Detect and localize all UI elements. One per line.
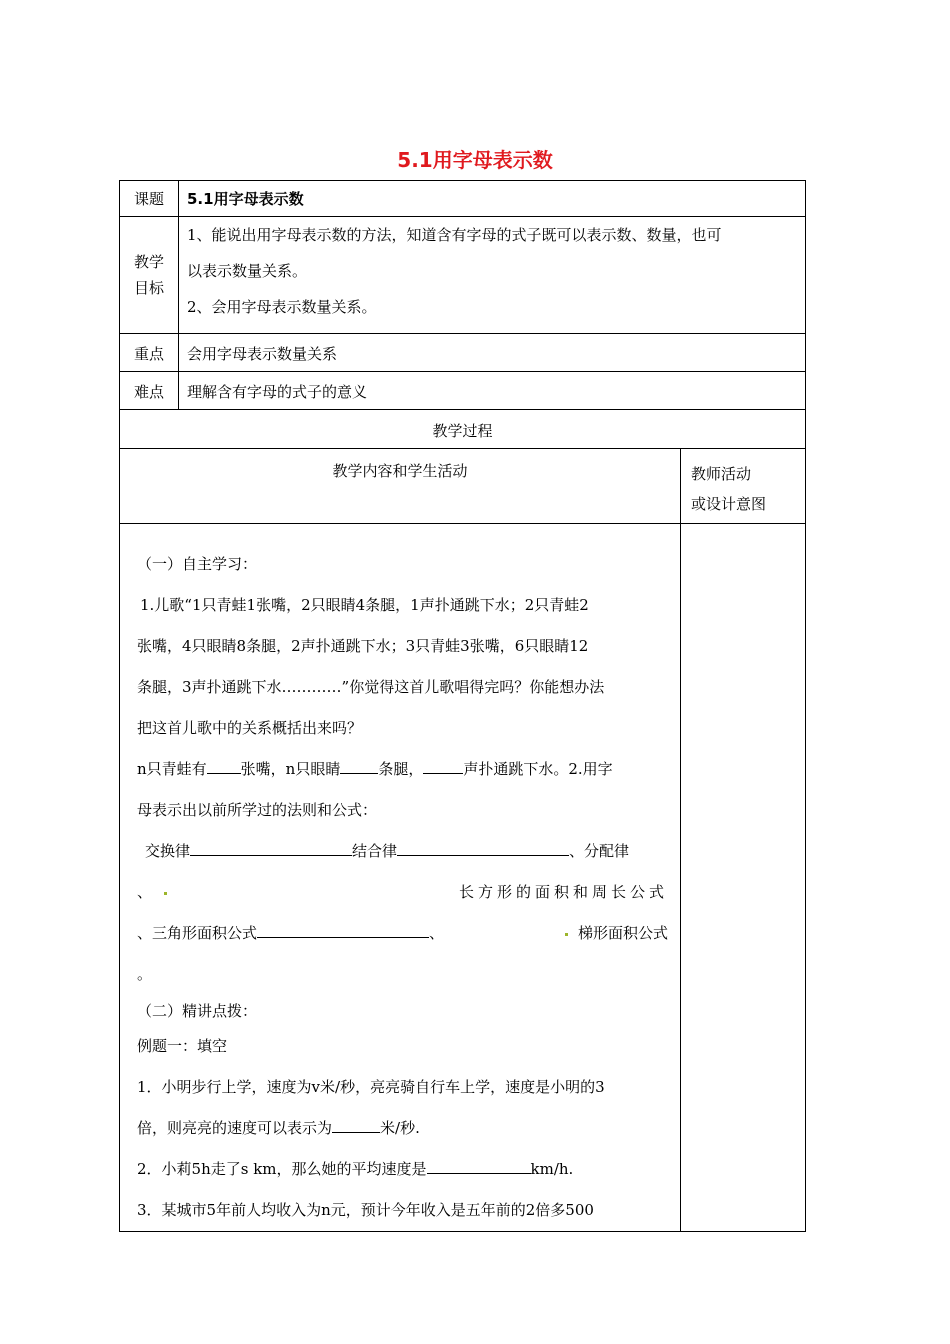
q1b-line: 倍，则亮亮的速度可以表示为 米/秒. bbox=[137, 1119, 420, 1137]
page-title: 5.1用字母表示数 bbox=[397, 148, 553, 172]
content-row bbox=[120, 524, 806, 1232]
key-point-row bbox=[120, 334, 806, 372]
rectangle-line: 、 长方形的面积和周长公式 bbox=[137, 883, 668, 901]
difficulty-row bbox=[120, 372, 806, 410]
difficulty-label: 难点 bbox=[120, 372, 179, 410]
content-cell: （一）自主学习： 1.儿歌“1只青蛙1张嘴，2只眼睛4条腿，1声扑通跳下水；2只青蛙2 张嘴，4只眼睛8条腿，2声扑通跳下水；3只青蛙3张嘴，6只眼睛12 条腿，3声扑通跳下水…………”你觉得这首儿歌唱得完吗？你能想办法 把这首儿歌中的关系概括出来吗？ n只青蛙有 张嘴，n只眼睛 条腿， 声扑通跳下水。2.用字 母表示出以前所学过的法则和公式： 交换律 结合律 、分配律 、 长方形的面积和周长公式 、三角形面积公式 、 梯形面积公式 。 （二）精讲点拨： 例题一：填空 1．小明步行上学，速度为v米/秒，亮亮骑自行车上学，速度是小明的3 倍，则亮亮的速度可以表示为 米/秒. 2．小莉5h走了s km，那么她的平均速度是 km/h. 3．某城市5年前人均收入为n元，预计今年收入是五年前的2倍多500 bbox=[120, 524, 681, 1232]
column-header-row bbox=[120, 449, 806, 524]
q2-line: 2．小莉5h走了s km，那么她的平均速度是 km/h. bbox=[137, 1160, 574, 1178]
law-line: 交换律 结合律 、分配律 bbox=[145, 842, 630, 860]
frog-fill-line: n只青蛙有 张嘴，n只眼睛 条腿， 声扑通跳下水。2.用字 bbox=[137, 760, 613, 778]
topic-row bbox=[120, 181, 806, 217]
lesson-plan-table bbox=[119, 180, 806, 1232]
goals-label: 教学 目标 bbox=[120, 217, 179, 334]
triangle-line: 、三角形面积公式 、 梯形面积公式 bbox=[137, 924, 668, 942]
topic-value: 5.1用字母表示数 bbox=[179, 181, 806, 217]
goals-text: 1、能说出用字母表示数的方法，知道含有字母的式子既可以表示数、数量，也可 以表示数量关系。 2、会用字母表示数量关系。 bbox=[179, 217, 806, 334]
key-point-label: 重点 bbox=[120, 334, 179, 372]
difficulty-value: 理解含有字母的式子的意义 bbox=[179, 372, 806, 410]
content-header: 教学内容和学生活动 bbox=[120, 449, 681, 524]
process-header-row bbox=[120, 410, 806, 449]
mark-dot bbox=[164, 892, 167, 895]
process-header: 教学过程 bbox=[120, 410, 806, 449]
mark-dot bbox=[565, 933, 568, 936]
topic-label: 课题 bbox=[120, 181, 179, 217]
teacher-notes-cell bbox=[681, 524, 806, 1232]
teacher-header: 教师活动 或设计意图 bbox=[681, 449, 806, 524]
goals-row bbox=[120, 217, 806, 334]
key-point-value: 会用字母表示数量关系 bbox=[179, 334, 806, 372]
